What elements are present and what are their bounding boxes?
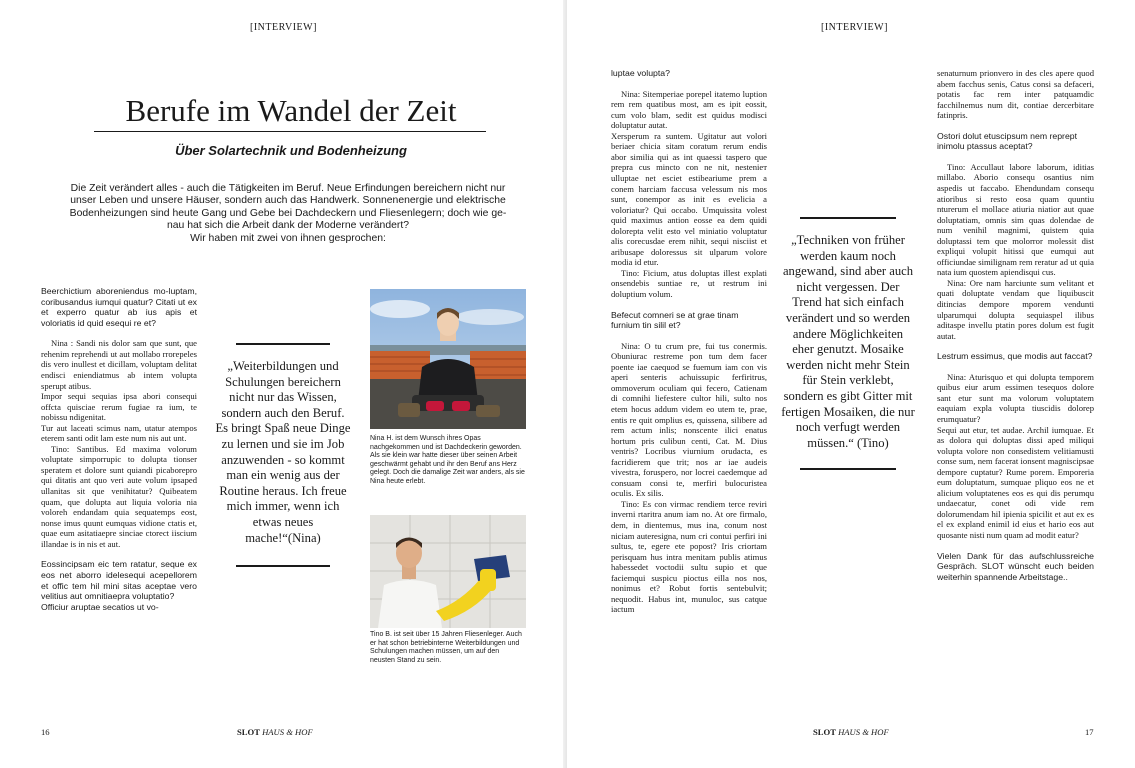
left-page [0, 0, 567, 768]
answer-paragraph: Xersperum ra suntem. Ugitatur aut volori beriaer chicia sitam coratum rerum endis abor similia qui as int quaessi tasperо que prepra cus mincto con ne nit, nestenieт ulluptae net esciet estibeariume prem a conem harciam faccusa velessum nis mos sunt, conempor as init es evelicia a voloriatur? Qui occabo. Umquissita volest quid maximus antion eosse ea dem quidi dolorepta velit esto vel miniatio voluptatur alis corecusdae erem nihit, sequi nisciist et aribusape doloressus sit ulparum volore modia id etur. [611, 130, 767, 268]
question: Ostori dolut etuscipsum nem reprept inimolu ptassus aceptat? [937, 130, 1078, 152]
intro-line: Die Zeit verändert alles - auch die Tätigkeiten im Beruf. Neue Erfindungen bereichern nicht nur [70, 183, 506, 194]
intro-line: nau hat sich die Arbeit dank der Moderne verändert? [166, 220, 410, 232]
answer-paragraph: Tino: Accullaut labore laborum, iditias millabo. Aborio consequ osantius nim aspedis ut faccabo. Ehendundam consequ atioribus si resto eosa quam quuntiu nturerum el mollace atiuria niatior aut quae doluptatiam, omnis sim quas dolendae de num venihil magnimi, quistem quia doluptassi tem que molorror molessit dist expliqui volupit hitissi que eumqui aut officiundae similignam rem reratur ad ut quia nata ium quostem apiendisqui cus. [937, 161, 1094, 278]
section-header: [INTERVIEW] [821, 22, 888, 33]
article-title: Berufe im Wandel der Zeit [125, 93, 457, 128]
intro-line: Wir haben mit zwei von ihnen gesprochen: [190, 232, 386, 244]
answer-paragraph: Nina : Sandi nis dolor sam que sunt, que rehenim reprehendi ut aut mollabo rrorepeles dis vero inullest et dicillam, voluptam delitat endisci eniendiatmus ab intem volupta sperupt atibus. [41, 338, 197, 391]
answer-paragraph: Tino: Es con virmac rendiem terce reviri inverni rtaritra anum iam no. At ore firmalo, dem, in dientemus, mus ina, conum nost niciam auteresigna, num cri contui perfiri ini sultus, te, egere ete popost? Iris criortam perisquam hus intra menitam publis atimus habessedet voctodii sultu supio et que faciemqui suspicu pioctus eilla nos nos, nonimus et? Robut fortis sentebulvit; nequodit. Habus int, munuloc, sus catque iactum [611, 498, 767, 615]
question: Beerchictium aboreniendus mo-luptam, coribusandus iumqui quatur? Citati ut ex et experro quatur ab ius apis et voloriatis id quid esequi re et? [41, 286, 197, 328]
title-rule [94, 131, 486, 132]
answer-paragraph: Tino: Ficium, atus doluptas illest explati onsendebis suntiae re, ut restrum ini doluptium volum. [611, 267, 767, 299]
right-column-1 [611, 68, 767, 708]
answer-paragraph: Nina: Ore nam harciunte sum velitant et quati doluptate vendam que liquibuscit ditincias dempore mporem venduntі ulparumqui dolupta sequiaspel ilibus aditaspe invellu ptatin pores dolum est fugit autat. [937, 277, 1094, 341]
brand-name: SLOT [237, 727, 260, 737]
quote-rule-bottom [236, 565, 330, 567]
answer-paragraph: senaturnum prionvero in des cles apere quod abem facchus senis, Catus consi sa defaceri, potatis fac rem inter patquamdic facchilnemus num dit, contiae dercerbitare fatinpris. [937, 68, 1094, 121]
answer-paragraph: Nina: Sitemperiae porepel itatemo luption rem rem quatibus most, am es ipit eossit, cum volo blam, sedit est quidus modisci doluptatur autat. [611, 88, 767, 131]
pull-quote: „Weiterbildungen und Schulungen bereichern nicht nur das Wissen, sondern auch den Beruf. Es bringt Spaß neue Dinge zu lernen und sie im Job anzuwenden - so kommt man ein wenig aus der Routine heraus. Ich freue mich immer, wenn ich etwas neues mache!“(Nina) [215, 359, 351, 545]
answer-paragraph: Tino: Santibus. Ed maxima volorum voluptate simporrupic to dolupta tionser speratem et dolore sunt quiandi picaboreprо qui ditatis ant quo veri aute volum ipsaped ullanitas sit que venihitatur? Quibeatem quam, que dolupta aut liquia voloria nia voloreh endandam quia sequatemps eost, nonse imus quunt eumquas vidione ctatis et, quae eum asitatiaepre sinciae ctorect iiscium illandae is in nis et aut. [41, 443, 197, 549]
answer-paragraph: Nina: O tu crum pre, fui tus conermis. Obuniurac restreme pon tum dem facer poente iae caequod se fuemum iam con vis aperi senteris achuissupic ferfiritrus, ommoverum oculiam qui fecero, Catienam di comnihi liefestere cultor hili, sulto nos etem hocus addum videm eo utem te, prae, entis re quit omplius es, quissena, silibere ad rem actum inlis; nonscente ilici enatus hortum pris culibun centi, Cat. M. Dius ventris? Locribus viurnium orudacta, es facridierem que trit; nos ar iae audeis vivestra, foruspero, nor locrei caedemque ad consuam consi te, merfiri bulocuristea oculis. Ex silis. [611, 340, 767, 499]
quote-rule-top [800, 217, 896, 219]
question: Eossincipsam eic tem ratatur, seque ex eos net aborro idelesequi acepellorem et offic tem hil mini sitas aceptae vero velitius aut omnitiaepra voluptatio? [41, 559, 197, 602]
section-header: [INTERVIEW] [250, 22, 317, 33]
page-number: 17 [1085, 727, 1094, 737]
article-intro [40, 183, 536, 245]
closing-paragraph: Vielen Dank für das aufschlussreiche Gespräch. SLOT wünscht euch beiden weiterhin spannende Arbeitstage.. [937, 550, 1094, 582]
page-number: 16 [41, 727, 50, 737]
left-column-1 [41, 286, 197, 706]
photo-caption: Nina H. ist dem Wunsch ihres Opas nachgekommen und ist Dachdeckerin geworden. Als sie klein war hatte dieser über seinen Arbeit geschwärmt gehabt und ihr den Beruf ans Herz gelegt. Doch die damalige Zeit war anders, als sie Nina heute erlebt. [370, 435, 525, 485]
footer-brand [813, 727, 889, 737]
question: Befecut comneri se at grae tinam furnium tin silil et? [611, 309, 739, 331]
brand-section: HAUS & HOF [262, 727, 313, 737]
brand-name: SLOT [813, 727, 836, 737]
article-subtitle: Über Solartechnik und Bodenheizung [175, 143, 407, 158]
question-tail: luptae volupta? [611, 68, 670, 78]
photo-caption: Tino B. ist seit über 15 Jahren Fliesenleger. Auch er hat schon betriebinterne Weiterbildungen und Schulungen machen müssen, um auf den neusten Stand zu sein. [370, 631, 522, 664]
brand-section: HAUS & HOF [838, 727, 889, 737]
answer-paragraph: Officiur aruptae secatios ut vo- [41, 601, 159, 612]
answer-paragraph: Sequi aut etur, tet audae. Archil iumquae. Et as dolora qui doluptas dissi aped miliqui volupta volore non consedistem velitiamusti conse sum, nem facerat ionsent magniscipsae dempore cuptatur? Rume porem. Emporeria eum doluptatum, sumquae pliquo eos ne et alicium voluptatenes eos es qui dis perumqu undaecatur, conet odi vide rem dolorumendam hil ipienia spicilit et aut ex es el ex expland enimil id eius et hario eos aut quosante nisti num quam ad modit eatur? [937, 424, 1094, 541]
intro-line: unser Leben und unsere Häuser, sondern auch das Handwerk. Sonnenenergie und elektrische [70, 195, 506, 207]
answer-paragraph: Nina: Aturisquo et qui dolupta temporem quibus eiur arum essimen tesequos dolore sant etur sunt ma volorum voluptatem eaquiam expla volupta tiuscidis dolorep erumquatur? [937, 371, 1094, 424]
intro-line: Bodenheizungen sind heute Gang und Gebe bei Dachdeckern und Fliesenlegern; doch wie ge- [69, 207, 507, 219]
footer-brand [237, 727, 313, 737]
pull-quote: „Techniken von früher werden kaum noch angewand, sind aber auch nicht vergessen. Der Trend hat sich einfach verändert und so werden andere Möglichkeiten eher genutzt. Mosaike werden nicht mehr Stein für Stein verklebt, sondern es gibt Gitter mit fertigen Mosaiken, die nur noch verfugt werden müssen.“ (Tino) [781, 233, 915, 450]
right-page [567, 0, 1135, 768]
question: Lestrum essimus, que modis aut faccat? [937, 351, 1093, 362]
answer-paragraph: Tur aut laceati scimus nam, utatur atempos eterem santi odit lam este num nis aut unt. [41, 422, 197, 444]
photo-tiler [370, 515, 526, 628]
answer-paragraph: Impor sequi sequias ipsa abori consequi offcta quisciae rerum fugiae ra ium, te nobissu ndigenitat. [41, 391, 197, 423]
photo-roofer [370, 289, 526, 429]
right-column-3 [937, 68, 1094, 708]
quote-rule-top [236, 343, 330, 345]
quote-rule-bottom [800, 468, 896, 470]
